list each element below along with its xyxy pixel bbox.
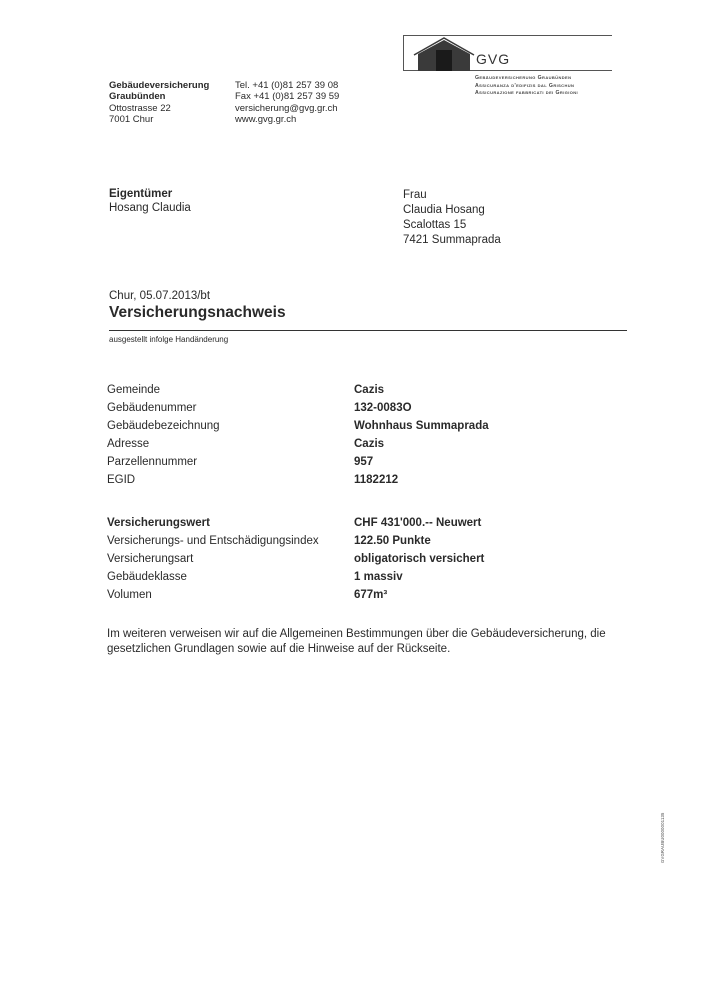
contact-fax: Fax +41 (0)81 257 39 59: [235, 91, 340, 103]
label-parzellennummer: Parzellennummer: [107, 456, 198, 469]
value-versicherungswert: CHF 431'000.-- Neuwert: [354, 517, 482, 529]
recipient-street: Scalottas 15: [403, 219, 467, 231]
contact-info: [235, 80, 339, 125]
value-gebaeudenummer: 132-0083O: [354, 402, 412, 415]
sender-street: Ottostrasse 22: [109, 102, 171, 114]
sender-address: [109, 80, 209, 125]
sender-name-line2: Graubünden: [109, 91, 166, 103]
building-labels: [107, 381, 220, 490]
insurance-labels: [107, 514, 319, 604]
label-versicherungswert: Versicherungswert: [107, 517, 210, 529]
value-index: 122.50 Punkte: [354, 535, 431, 548]
logo-line-romansh: Assicuranza d'edifizis dal Grischun: [475, 82, 575, 89]
value-adresse: Cazis: [354, 438, 385, 451]
document-title: Versicherungsnachweis: [109, 304, 286, 321]
sender-name-line1: Gebäudeversicherung: [109, 80, 210, 91]
value-gebaeudebezeichnung: Wohnhaus Summaprada: [354, 420, 489, 433]
owner-label: Eigentümer: [109, 188, 173, 200]
recipient-name: Claudia Hosang: [403, 204, 485, 216]
side-reference-code: GVGRAUBU0000001135: [660, 812, 665, 863]
label-volumen: Volumen: [107, 589, 152, 602]
owner-name: Hosang Claudia: [109, 201, 191, 214]
contact-tel: Tel. +41 (0)81 257 39 08: [235, 80, 339, 91]
value-volumen: 677m³: [354, 589, 388, 602]
recipient-address: [403, 188, 501, 248]
value-gemeinde: Cazis: [354, 384, 385, 396]
label-gebaeudeklasse: Gebäudeklasse: [107, 571, 187, 584]
label-index: Versicherungs- und Entschädigungsindex: [107, 535, 319, 548]
label-adresse: Adresse: [107, 438, 150, 451]
building-values: [354, 381, 489, 490]
value-versicherungsart: obligatorisch versichert: [354, 553, 485, 566]
label-gebaeudenummer: Gebäudenummer: [107, 402, 197, 415]
title-divider: [109, 330, 627, 331]
owner-block: [109, 188, 191, 215]
contact-email: versicherung@gvg.gr.ch: [235, 102, 338, 114]
sender-city: 7001 Chur: [109, 113, 154, 125]
label-versicherungsart: Versicherungsart: [107, 553, 194, 566]
place-date: Chur, 05.07.2013/bt: [109, 290, 211, 302]
house-icon: [404, 36, 476, 71]
label-gebaeudebezeichnung: Gebäudebezeichnung: [107, 420, 220, 433]
value-parzellennummer: 957: [354, 456, 374, 469]
recipient-salutation: Frau: [403, 189, 427, 201]
logo-name: GVG: [476, 51, 511, 67]
contact-web: www.gvg.gr.ch: [235, 113, 297, 125]
label-gemeinde: Gemeinde: [107, 384, 161, 396]
logo-line-italian: Assicurazione fabbricati dei Grigioni: [475, 90, 579, 97]
logo-subtitle: [475, 75, 578, 98]
gvg-logo: [403, 35, 612, 71]
document-subtitle: ausgestellt infolge Handänderung: [109, 335, 229, 344]
value-egid: 1182212: [354, 474, 399, 487]
recipient-city: 7421 Summaprada: [403, 234, 501, 246]
footer-note: Im weiteren verweisen wir auf die Allgemeinen Bestimmungen über die Gebäudeversicherung, die gesetzlichen Grundlagen sowie auf die Hinweise auf der Rückseite.: [107, 628, 606, 655]
insurance-values: [354, 514, 484, 604]
value-gebaeudeklasse: 1 massiv: [354, 571, 403, 584]
logo-line-german: Gebäudeversicherung Graubünden: [475, 75, 572, 81]
label-egid: EGID: [107, 474, 136, 487]
